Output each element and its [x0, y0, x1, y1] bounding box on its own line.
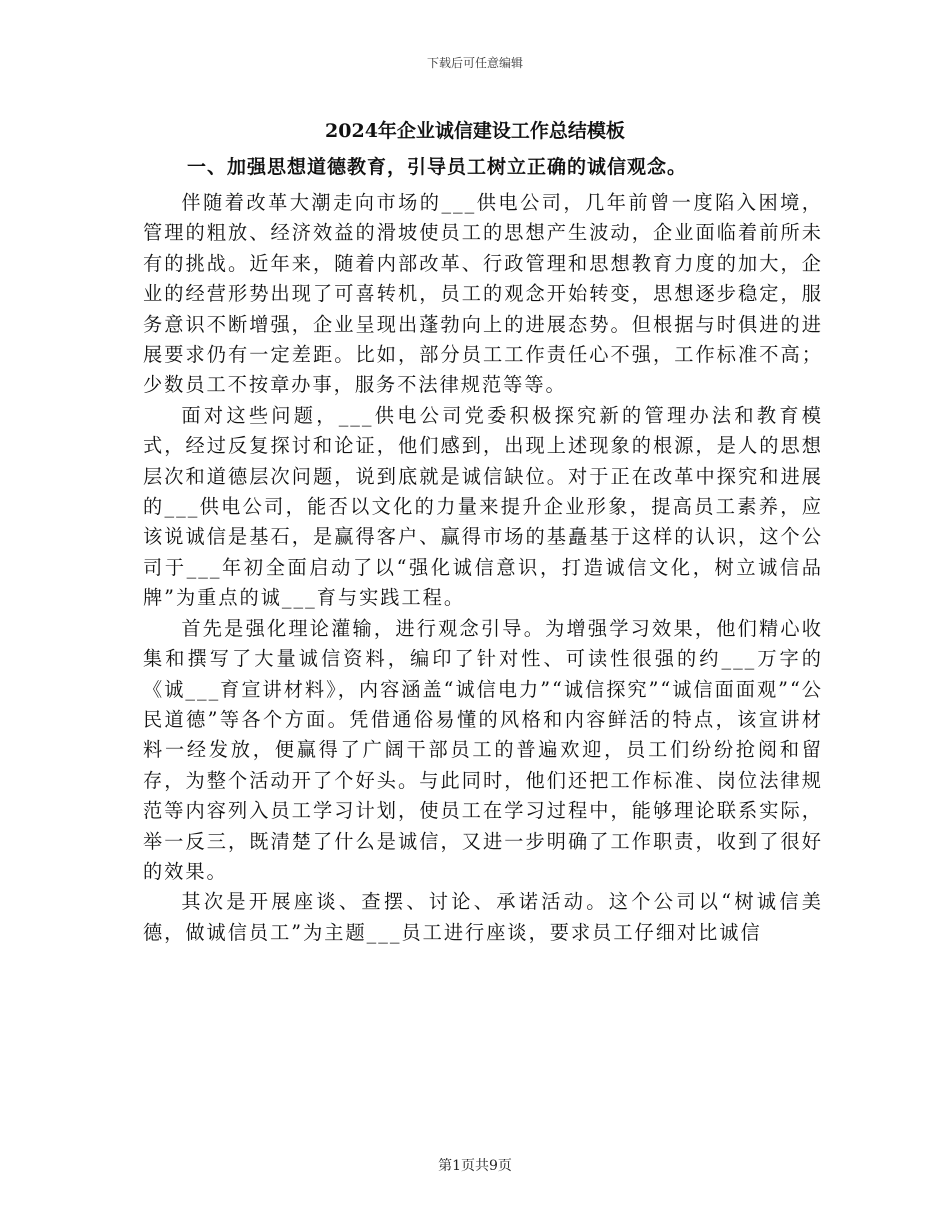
body-paragraph: 其次是开展座谈、查摆、讨论、承诺活动。这个公司以“树诚信美德，做诚信员工”为主题___员工进行座谈，要求员工仔细对比诚信	[143, 890, 823, 944]
body-paragraph: 面对这些问题，___供电公司党委积极探究新的管理办法和教育模式，经过反复探讨和论证，他们感到，出现上述现象的根源，是人的思想层次和道德层次问题，说到底就是诚信缺位。对于正在改革中探究和进展的___供电公司，能否以文化的力量来提升企业形象，提高员工素养，应该说诚信是基石，是赢得客户、赢得市场的基矗基于这样的认识，这个公司于___年初全面启动了以“强化诚信意识，打造诚信文化，树立诚信品牌”为重点的诚___育与实践工程。	[143, 403, 823, 610]
document-body	[143, 188, 823, 948]
header-note: 下载后可任意编辑	[426, 56, 523, 70]
document-title: 2024年企业诚信建设工作总结模板	[325, 120, 625, 142]
body-paragraph: 首先是强化理论灌输，进行观念引导。为增强学习效果，他们精心收集和撰写了大量诚信资料，编印了针对性、可读性很强的约___万字的《诚___育宣讲材料》，内容涵盖“诚信电力”“诚信探究”“诚信面面观”“公民道德”等各个方面。凭借通俗易懂的风格和内容鲜活的特点，该宣讲材料一经发放，便赢得了广阔干部员工的普遍欢迎，员工们纷纷抢阅和留存，为整个活动开了个好头。与此同时，他们还把工作标准、岗位法律规范等内容列入员工学习计划，使员工在学习过程中，能够理论联系实际，举一反三，既清楚了什么是诚信，又进一步明确了工作职责，收到了很好的效果。	[143, 616, 823, 883]
section-heading: 一、加强思想道德教育，引导员工树立正确的诚信观念。	[187, 156, 688, 178]
body-paragraph: 伴随着改革大潮走向市场的___供电公司，几年前曾一度陷入困境，管理的粗放、经济效益的滑坡使员工的思想产生波动，企业面临着前所未有的挑战。近年来，随着内部改革、行政管理和思想教育力度的加大，企业的经营形势出现了可喜转机，员工的观念开始转变，思想逐步稳定，服务意识不断增强，企业呈现出蓬勃向上的进展态势。但根据与时俱进的进展要求仍有一定差距。比如，部分员工工作责任心不强，工作标准不高；少数员工不按章办事，服务不法律规范等等。	[143, 191, 823, 397]
page-number: 第1页共9页	[438, 1158, 512, 1174]
